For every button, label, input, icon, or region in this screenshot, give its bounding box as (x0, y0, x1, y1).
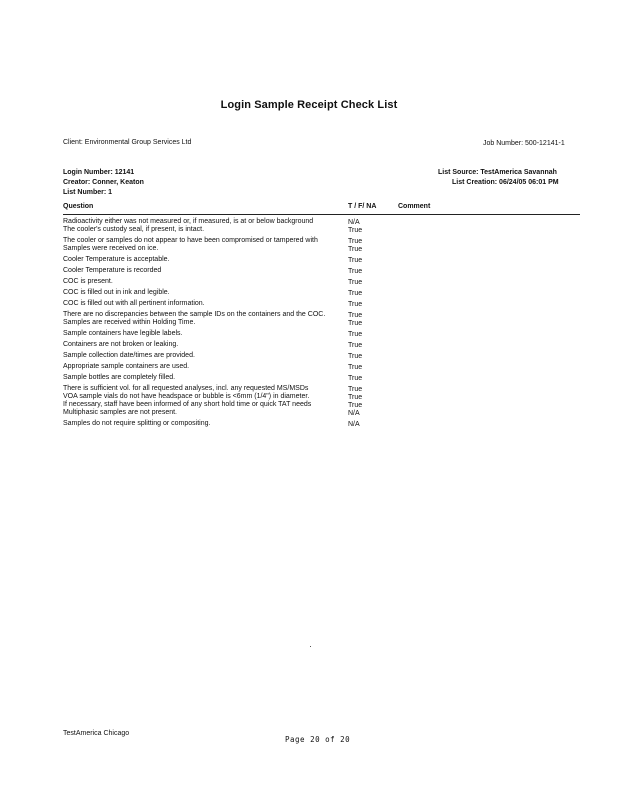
list-creation: List Creation: 06/24/05 06:01 PM (452, 179, 559, 186)
question-cell: COC is filled out with all pertinent information. (63, 300, 205, 307)
answer-cell: True (348, 375, 363, 382)
question-cell: The cooler or samples do not appear to have been compromised or tampered with (63, 237, 318, 244)
question-cell: Cooler Temperature is recorded (63, 267, 162, 274)
scan-speck (310, 646, 311, 647)
answer-cell: True (348, 290, 363, 297)
table-row (63, 278, 580, 286)
table-row (63, 237, 580, 245)
question-cell: Sample containers have legible labels. (63, 330, 183, 337)
answer-cell: True (348, 394, 363, 401)
table-row (63, 256, 580, 264)
job-number: Job Number: 500-12141-1 (483, 140, 565, 147)
question-cell: Containers are not broken or leaking. (63, 341, 179, 348)
question-cell: COC is present. (63, 278, 113, 285)
answer-cell: True (348, 227, 363, 234)
question-cell: COC is filled out in ink and legible. (63, 289, 170, 296)
answer-cell: True (348, 268, 363, 275)
footer-lab-name: TestAmerica Chicago (63, 730, 130, 737)
table-row (63, 226, 580, 234)
list-number: List Number: 1 (63, 189, 113, 196)
table-header (63, 202, 580, 215)
question-cell: Multiphasic samples are not present. (63, 409, 177, 416)
answer-cell: N/A (348, 410, 360, 417)
table-row (63, 409, 580, 417)
question-cell: Sample collection date/times are provided. (63, 352, 195, 359)
answer-cell: True (348, 320, 363, 327)
answer-cell: True (348, 342, 363, 349)
answer-cell: True (348, 364, 363, 371)
question-cell: The cooler's custody seal, if present, is intact. (63, 226, 205, 233)
answer-cell: True (348, 312, 363, 319)
question-cell: There are no discrepancies between the sample IDs on the containers and the COC. (63, 311, 326, 318)
question-cell: VOA sample vials do not have headspace or bubble is <6mm (1/4") in diameter. (63, 393, 310, 400)
question-cell: Samples do not require splitting or compositing. (63, 420, 211, 427)
answer-cell: N/A (348, 219, 360, 226)
table-row (63, 385, 580, 393)
answer-cell: True (348, 402, 363, 409)
table-row (63, 245, 580, 253)
table-row (63, 311, 580, 319)
table-row (63, 352, 580, 360)
table-row (63, 267, 580, 275)
answer-cell: N/A (348, 421, 360, 428)
question-cell: Appropriate sample containers are used. (63, 363, 190, 370)
question-cell: Sample bottles are completely filled. (63, 374, 176, 381)
creator: Creator: Conner, Keaton (63, 179, 144, 186)
table-row (63, 374, 580, 382)
table-row (63, 289, 580, 297)
question-cell: Radioactivity either was not measured or, if measured, is at or below background (63, 218, 314, 225)
question-cell: Samples were received on ice. (63, 245, 159, 252)
login-number: Login Number: 12141 (63, 169, 135, 176)
list-source: List Source: TestAmerica Savannah (438, 169, 557, 176)
answer-cell: True (348, 279, 363, 286)
answer-cell: True (348, 257, 363, 264)
footer-page-number: Page 20 of 20 (285, 735, 351, 744)
answer-cell: True (348, 386, 363, 393)
table-row (63, 363, 580, 371)
checklist-table (63, 218, 580, 431)
answer-cell: True (348, 353, 363, 360)
table-row (63, 319, 580, 327)
question-cell: There is sufficient vol. for all requested analyses, incl. any requested MS/MSDs (63, 385, 309, 392)
comment-column-header: Comment (398, 203, 431, 210)
question-cell: Cooler Temperature is acceptable. (63, 256, 170, 263)
client-name: Client: Environmental Group Services Ltd (63, 139, 192, 146)
table-row (63, 330, 580, 338)
question-cell: If necessary, staff have been informed of any short hold time or quick TAT needs (63, 401, 312, 408)
table-row (63, 300, 580, 308)
question-column-header: Question (63, 203, 94, 210)
table-row (63, 420, 580, 428)
table-row (63, 393, 580, 401)
answer-column-header: T / F/ NA (348, 203, 377, 210)
document-title: Login Sample Receipt Check List (220, 99, 398, 111)
answer-cell: True (348, 301, 363, 308)
question-cell: Samples are received within Holding Time. (63, 319, 196, 326)
answer-cell: True (348, 331, 363, 338)
table-row (63, 218, 580, 226)
answer-cell: True (348, 238, 363, 245)
table-row (63, 341, 580, 349)
answer-cell: True (348, 246, 363, 253)
table-row (63, 401, 580, 409)
